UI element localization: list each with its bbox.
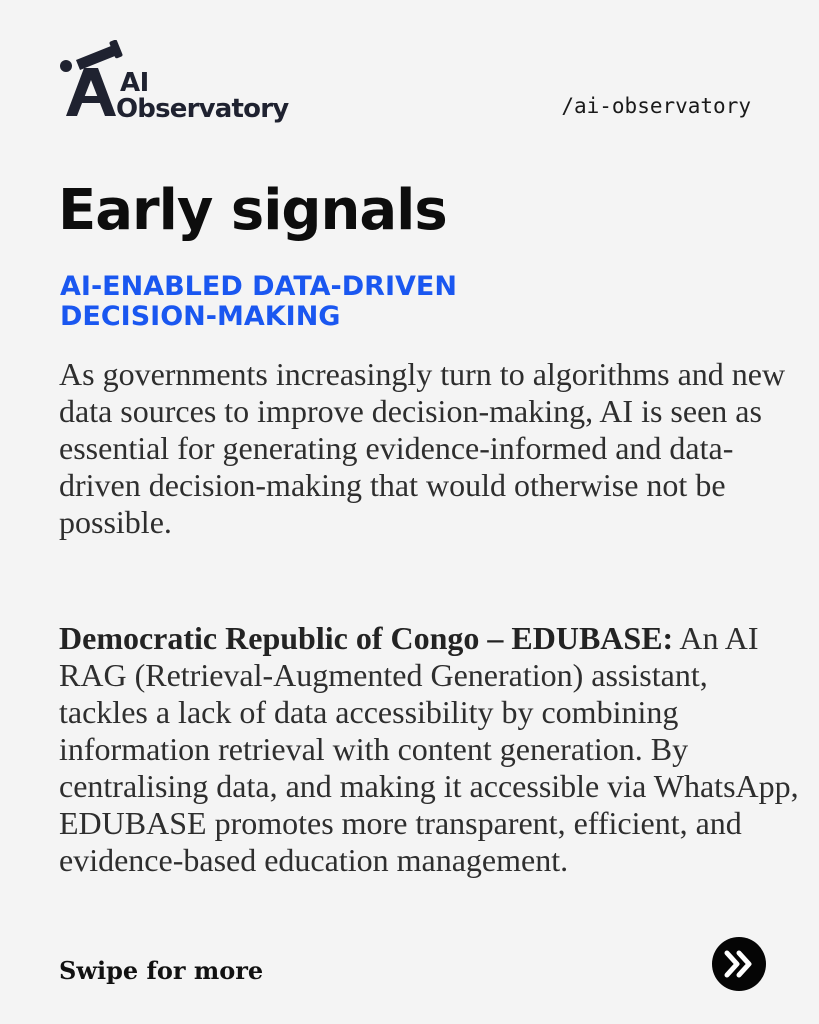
- case-study-body: An AI RAG (Retrieval-Augmented Generation) assistant, tackles a lack of data accessibility by combining information retrieval with content generation. By centralising data, and making it accessible via WhatsApp, EDUBASE promotes more transparent, efficient, and evidence-based education management.: [59, 620, 799, 878]
- brand-logo: [58, 40, 298, 124]
- intro-paragraph: As governments increasingly turn to algorithms and new data sources to improve decision-making, AI is seen as essential for generating evidence-informed and data-driven decision-making that would otherwise not be possible.: [59, 356, 786, 540]
- case-study-paragraph: [59, 620, 799, 879]
- next-slide-button[interactable]: [712, 937, 766, 991]
- double-chevron-right-icon: [712, 937, 766, 991]
- page-title: Early signals: [58, 178, 447, 243]
- swipe-label: Swipe for more: [59, 956, 264, 985]
- social-handle: /ai-observatory: [561, 94, 751, 118]
- logo-text-ai: AI: [120, 68, 149, 98]
- section-subtitle: AI-ENABLED DATA-DRIVEN DECISION-MAKING: [60, 271, 457, 332]
- case-study-lead: Democratic Republic of Congo – EDUBASE:: [59, 620, 674, 656]
- logo-text-observatory: Observatory: [116, 94, 289, 124]
